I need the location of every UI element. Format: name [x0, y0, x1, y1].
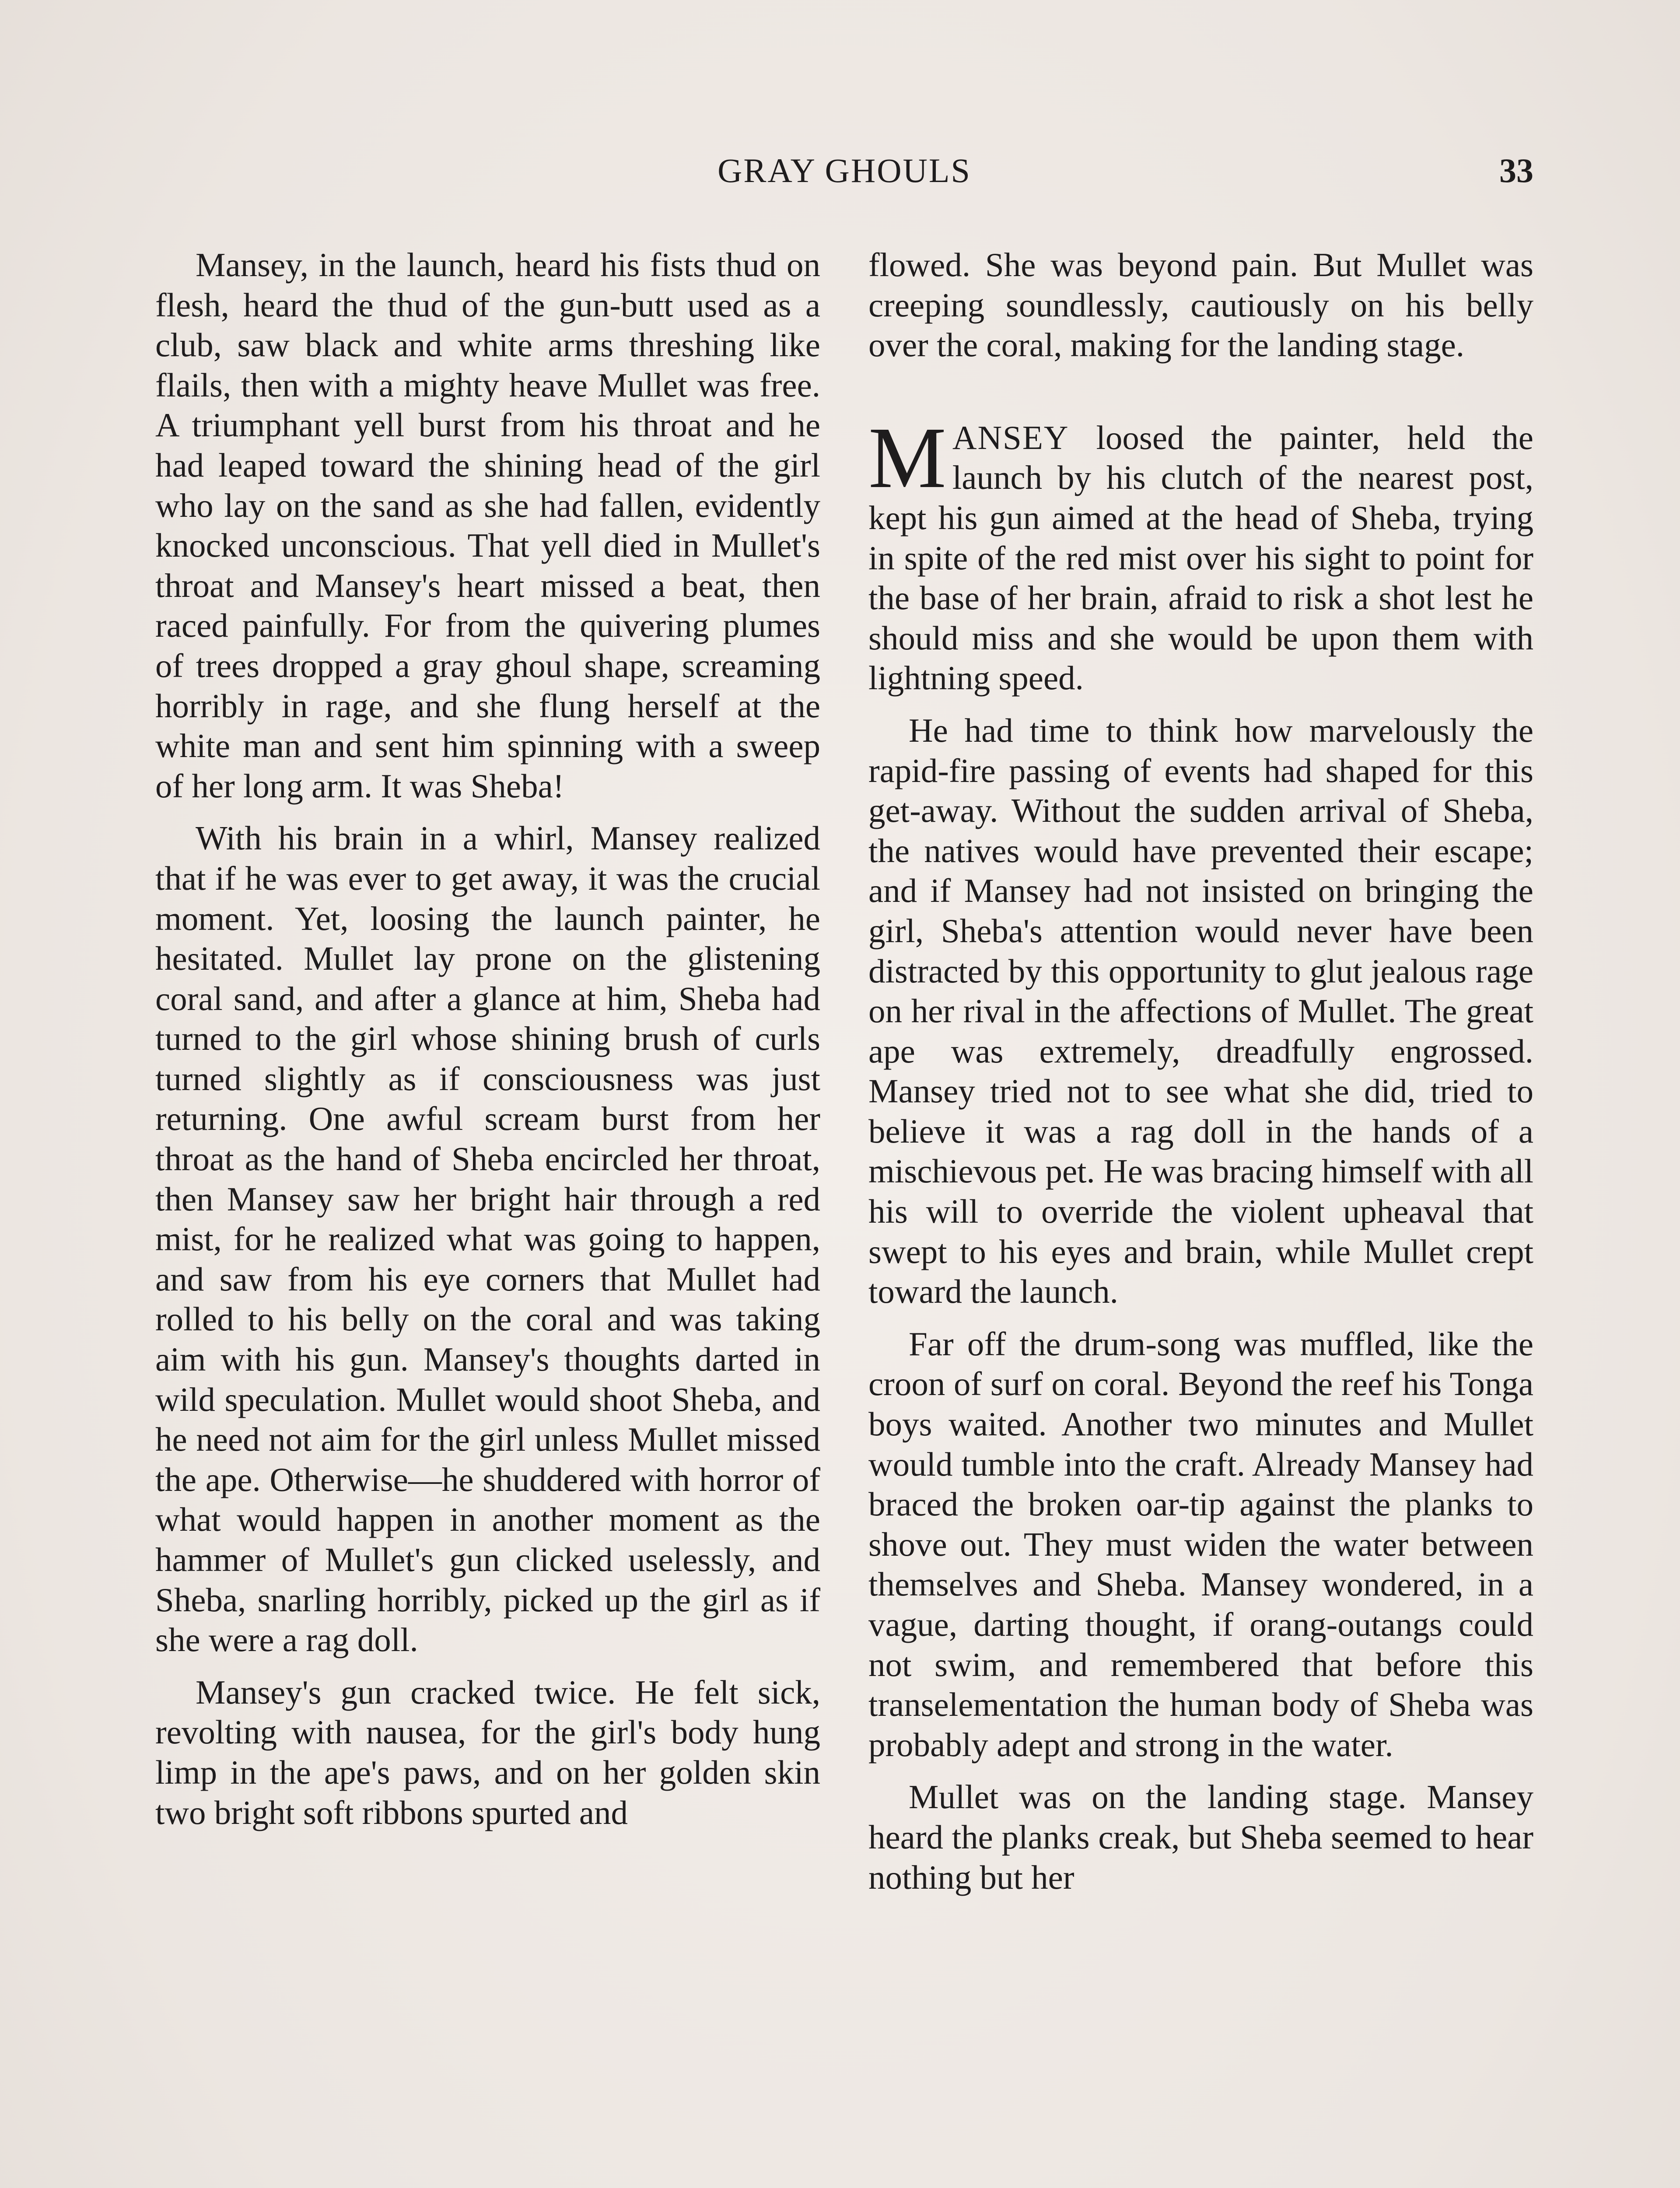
drop-cap: M	[868, 409, 946, 506]
left-column	[155, 245, 820, 1833]
paragraph: He had time to think how marvelously the rapid-fire passing of events had shaped for this get-away. Without the sudden arrival of Sheba, the natives would have prevented their escape; and if Mansey had not insisted on bringing the girl, Sheba's attention would never have been distracted by this opportunity to glut jealous rage on her rival in the affections of Mullet. The great ape was extremely, dreadfully engrossed. Mansey tried not to see what she did, tried to believe it was a rag doll in the hands of a mischievous pet. He was bracing himself with all his will to override the violent upheaval that swept to his eyes and brain, while Mullet crept toward the launch.	[868, 711, 1533, 1311]
small-caps-lead: ANSEY	[952, 418, 1069, 456]
paragraph: Mansey, in the launch, heard his fists thud on flesh, heard the thud of the gun-butt used as a club, saw black and white arms threshing like flails, then with a mighty heave Mullet was free. A triumphant yell burst from his throat and he had leaped toward the shining head of the girl who lay on the sand as she had fallen, evidently knocked unconscious. That yell died in Mullet's throat and Mansey's heart missed a beat, then raced painfully. For from the quivering plumes of trees dropped a gray ghoul shape, screaming horribly in rage, and she flung herself at the white man and sent him spinning with a sweep of her long arm. It was Sheba!	[155, 246, 820, 805]
paragraph: Mullet was on the landing stage. Mansey heard the planks creak, but Sheba seemed to hear nothing but her	[868, 1778, 1533, 1896]
right-column	[868, 245, 1533, 1897]
paragraph: Mansey's gun cracked twice. He felt sick, revolting with nausea, for the girl's body hung limp in the ape's paws, and on her golden skin two bright soft ribbons spurted and	[155, 1673, 820, 1831]
running-title: GRAY GHOULS	[718, 151, 971, 189]
paragraph: With his brain in a whirl, Mansey realized that if he was ever to get away, it was the crucial moment. Yet, loosing the launch painter, he hesitated. Mullet lay prone on the glistening coral sand, and after a glance at him, Sheba had turned to the girl whose shining brush of curls turned slightly as if consciousness was just returning. One awful scream burst from her throat as the hand of Sheba encircled her throat, then Mansey saw her bright hair through a red mist, for he realized what was going to happen, and saw from his eye corners that Mullet had rolled to his belly on the coral and was taking aim with his gun. Mansey's thoughts darted in wild speculation. Mullet would shoot Sheba, and he need not aim for the girl unless Mullet missed the ape. Otherwise—he shuddered with horror of what would happen in another moment as the hammer of Mullet's gun clicked uselessly, and Sheba, snarling horribly, picked up the girl as if she were a rag doll.	[155, 819, 820, 1659]
continued-paragraph: flowed. She was beyond pain. But Mullet was creeping soundlessly, cautiously on his belly over the coral, making for the landing stage.	[868, 246, 1533, 364]
section-text: loosed the painter, held the launch by his clutch of the nearest post, kept his gun aimed at the head of Sheba, trying in spite of the red mist over his sight to point for the base of her brain, afraid to risk a shot lest he should miss and she would be upon them with lightning speed.	[868, 418, 1533, 697]
paragraph: Far off the drum-song was muffled, like the croon of surf on coral. Beyond the reef his Tonga boys waited. Another two minutes and Mullet would tumble into the craft. Already Mansey had braced the broken oar-tip against the planks to shove out. They must widen the water between themselves and Sheba. Mansey wondered, in a vague, darting thought, if orang-outangs could not swim, and remembered that before this transelementation the human body of Sheba was probably adept and strong in the water.	[868, 1325, 1533, 1764]
page-header	[155, 147, 1533, 195]
page-number: 33	[1499, 151, 1533, 189]
section-opening-paragraph	[868, 409, 1533, 698]
